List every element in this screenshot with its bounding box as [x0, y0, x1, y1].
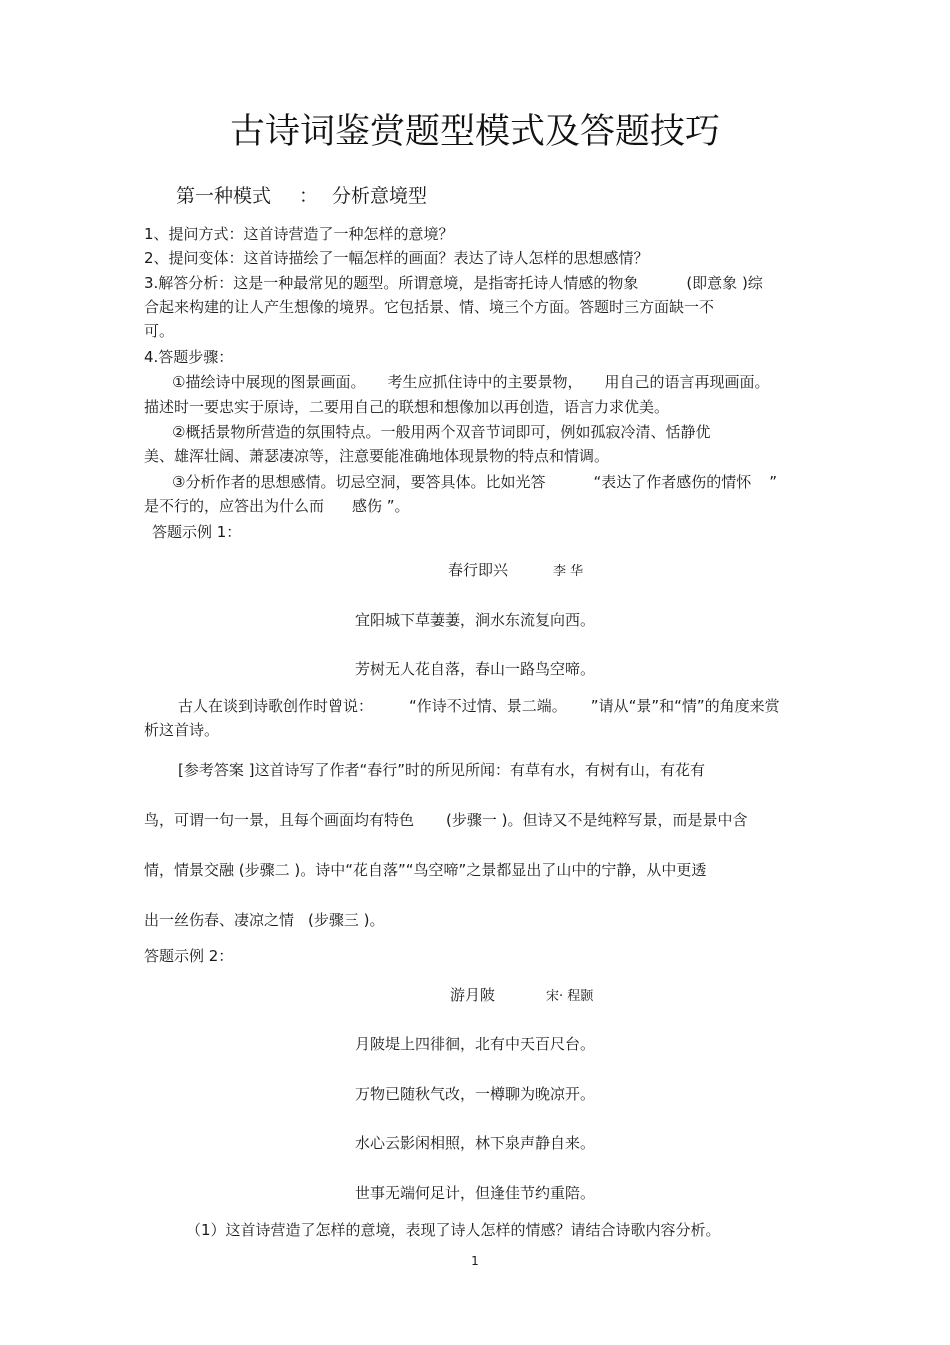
section-name: 分析意境型	[332, 185, 428, 207]
example-1-question-line-2: 析这首诗。	[144, 721, 220, 739]
item-3-text: 3.解答分析：这是一种最常见的题型。所谓意境，是指寄托诗人情感的物象	[144, 274, 639, 292]
example-2-poem-line-1: 月陂堤上四徘徊，北有中天百尺台。	[354, 1035, 595, 1053]
example-1-answer-line-3: 情，情景交融 (步骤二 )。诗中“花自落”“鸟空啼”之景都显出了山中的宁静，从中更透	[144, 861, 707, 879]
example-1-question-line-1	[178, 696, 780, 716]
step-3-part-b: “表达了作者感伤的情怀	[593, 473, 752, 491]
step-1-line-2: 描述时一要忠实于原诗，二要用自己的联想和想像加以再创造，语言力求优美。	[144, 398, 670, 416]
example-1-answer-4b: (步骤三 )。	[308, 911, 385, 929]
page-number: 1	[471, 1254, 479, 1268]
example-2-poem-author: 宋· 程颢	[546, 989, 594, 1004]
item-3-line-1	[144, 273, 763, 293]
example-1-question-b: “作诗不过情、景二端。	[409, 697, 567, 715]
example-1-answer-line-4	[144, 910, 385, 930]
example-1-answer-2b: (步骤一 )。但诗又不是纯粹写景，而是景中含	[446, 811, 748, 829]
step-3-line-2-b: 感伤 ”。	[352, 497, 410, 515]
example-1-question-c: ”请从“景”和“情”的角度来赏	[590, 697, 780, 715]
step-3-line-2	[144, 496, 410, 516]
section-label: 第一种模式	[176, 185, 272, 207]
example-1-question-a: 古人在谈到诗歌创作时曾说：	[178, 697, 374, 715]
example-2-poem-line-3: 水心云影闲相照，林下泉声静自来。	[354, 1134, 595, 1152]
example-2-poem-line-4: 世事无端何足计，但逢佳节约重陪。	[354, 1184, 595, 1202]
example-1-poem-line-1: 宜阳城下草萋萋，涧水东流复向西。	[354, 611, 595, 629]
page-title: 古诗词鉴赏题型模式及答题技巧	[229, 112, 720, 152]
item-1: 1、提问方式：这首诗营造了一种怎样的意境？	[144, 225, 454, 243]
step-1-part-b: 考生应抓住诗中的主要景物，	[387, 373, 583, 391]
item-2: 2、提问变体：这首诗描绘了一幅怎样的画面？表达了诗人怎样的思想感情？	[144, 249, 649, 267]
step-1-part-c: 用自己的语言再现画面。	[604, 373, 770, 391]
item-3-line-3: 可。	[144, 322, 175, 340]
item-4: 4.答题步骤：	[144, 348, 234, 366]
step-2-line-2: 美、雄浑壮阔、萧瑟凄凉等，注意要能准确地体现景物的特点和情调。	[144, 447, 610, 465]
step-3-part-a: ③分析作者的思想感情。切忌空洞，要答具体。比如光答	[172, 473, 546, 491]
example-1-poem-author: 李 华	[553, 564, 584, 579]
step-2-line-1: ②概括景物所营造的氛围特点。一般用两个双音节词即可，例如孤寂冷清、恬静优	[172, 423, 711, 441]
example-1-answer-4a: 出一丝伤春、凄凉之情	[144, 911, 295, 929]
step-3-part-c: ”	[769, 473, 778, 491]
step-1-part-a: ①描绘诗中展现的图景画面。	[172, 373, 366, 391]
example-2-poem-title: 游月陂	[450, 986, 496, 1004]
example-1-poem-title: 春行即兴	[448, 561, 509, 579]
step-3-line-1	[172, 472, 777, 492]
item-3-line-2: 合起来构建的让人产生想像的境界。它包括景、情、境三个方面。答题时三方面缺一不	[144, 298, 715, 316]
section-colon: ：	[299, 185, 319, 207]
example-2-poem-line-2: 万物已随秋气改，一樽聊为晚凉开。	[354, 1085, 595, 1103]
example-2-label: 答题示例 2：	[144, 947, 234, 965]
example-1-label: 答题示例 1：	[152, 523, 242, 541]
item-3-aside: (即意象 )综	[686, 274, 763, 292]
step-3-line-2-a: 是不行的，应答出为什么而	[144, 497, 325, 515]
example-1-answer-2a: 鸟，可谓一句一景，且每个画面均有特色	[144, 811, 415, 829]
example-1-poem-line-2: 芳树无人花自落，春山一路鸟空啼。	[354, 660, 595, 678]
example-1-answer-line-1: [参考答案 ]这首诗写了作者“春行”时的所见所闻：有草有水，有树有山，有花有	[178, 761, 706, 779]
step-1-line-1	[172, 372, 769, 392]
example-2-question: （1）这首诗营造了怎样的意境，表现了诗人怎样的情感？请结合诗歌内容分析。	[186, 1221, 721, 1239]
example-1-answer-line-2	[144, 810, 748, 830]
section-heading	[176, 183, 427, 209]
